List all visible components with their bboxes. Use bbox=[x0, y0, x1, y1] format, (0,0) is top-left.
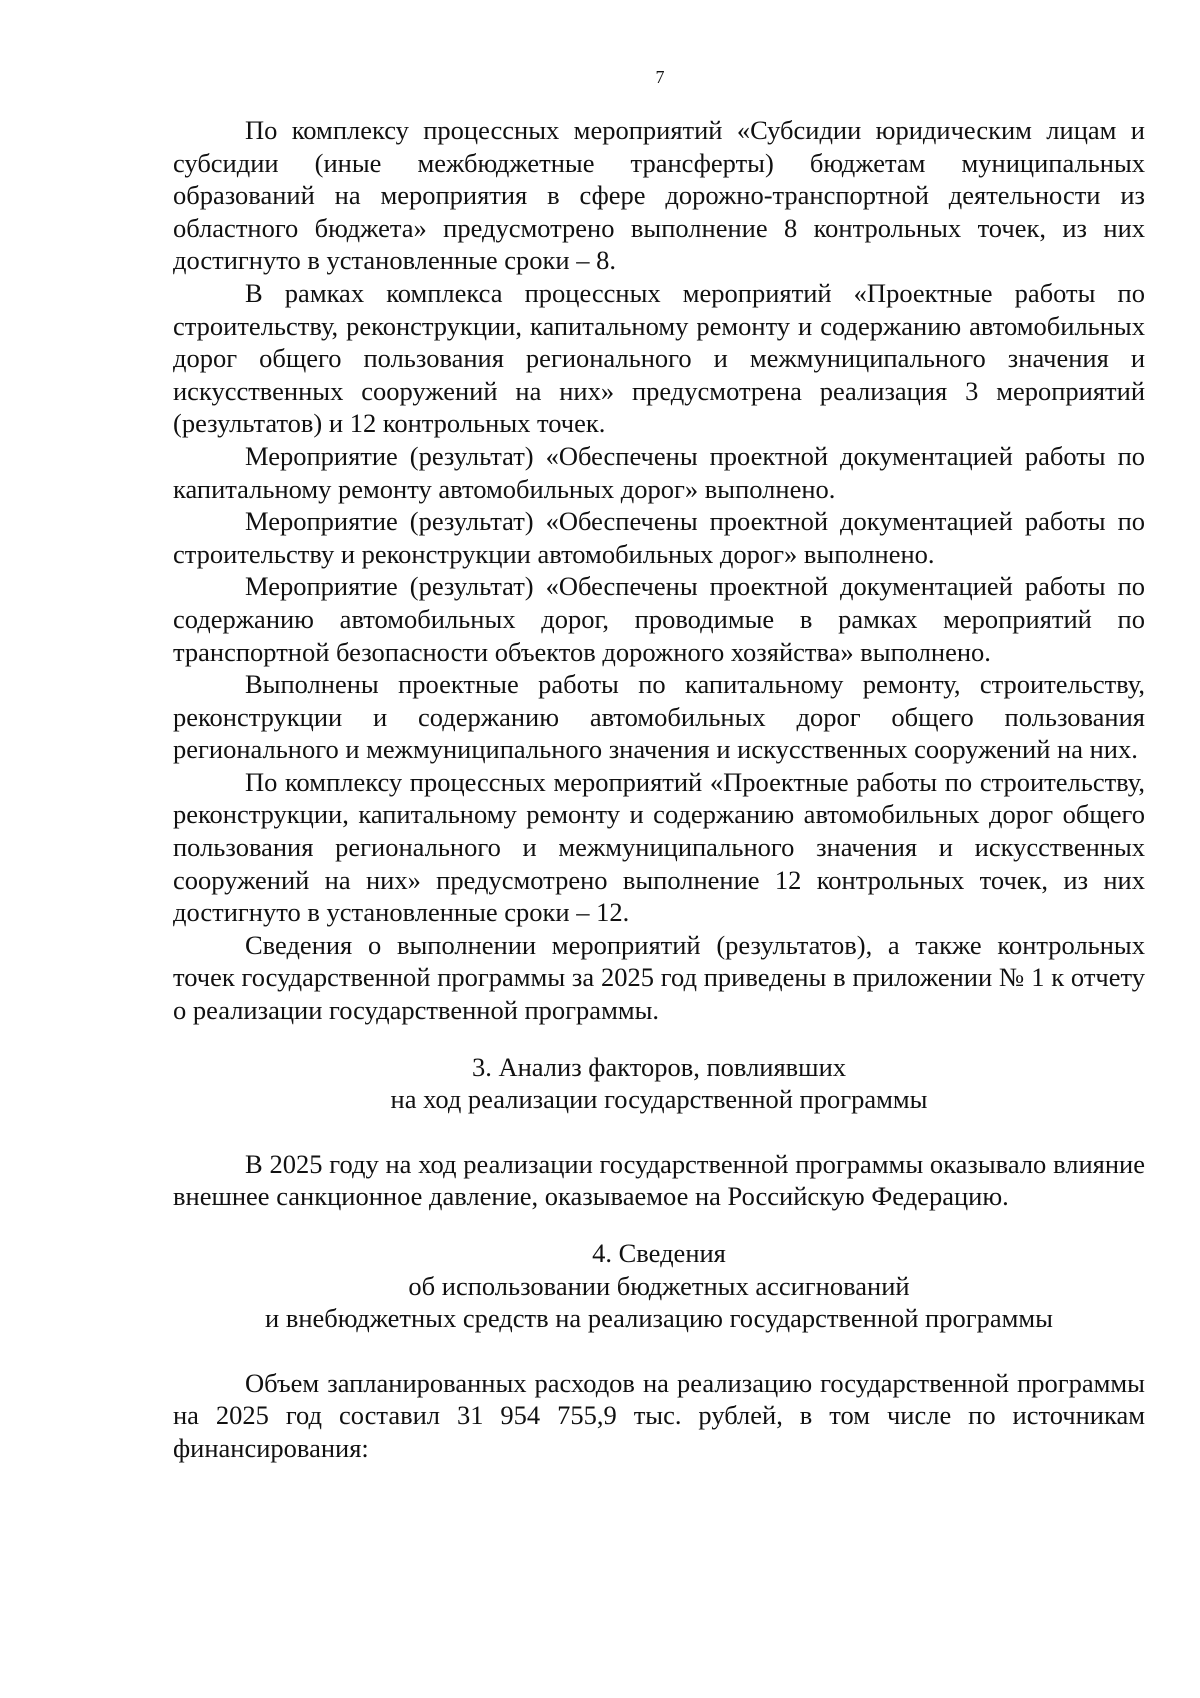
section-3-paragraph: В 2025 году на ход реализации государственной программы оказывало влияние внешнее санкционное давление, оказываемое на Российскую Федерацию. bbox=[173, 1148, 1145, 1212]
paragraph-control-points: По комплексу процессных мероприятий «Проектные работы по строительству, реконструкции, капитальному ремонту и содержанию автомобильных дорог общего пользования регионального и межмуниципального значения и искусственных сооружений на них» предусмотрено выполнение 12 контрольных точек, из них достигнуто в установленные сроки – 12. bbox=[173, 766, 1145, 928]
page-number: 7 bbox=[655, 67, 665, 87]
section-4-paragraph: Объем запланированных расходов на реализацию государственной программы на 2025 год составил 31 954 755,9 тыс. рублей, в том числе по источникам финансирования: bbox=[173, 1367, 1145, 1463]
paragraph-design-works-done: Выполнены проектные работы по капитальному ремонту, строительству, реконструкции и содержанию автомобильных дорог общего пользования регионального и межмуниципального значения и искусственных сооружений на них. bbox=[173, 669, 1145, 765]
paragraph-design-works-scope: В рамках комплекса процессных мероприятий «Проектные работы по строительству, реконструкции, капитальному ремонту и содержанию автомобильных дорог общего пользования регионального и межмуниципального значения и искусственных сооружений на них» предусмотрена реализация 3 мероприятий (результатов) и 12 контрольных точек. bbox=[173, 277, 1145, 439]
section-3-heading-line-2: на ход реализации государственной программы bbox=[390, 1084, 928, 1115]
paragraph-result-capital-repair: Мероприятие (результат) «Обеспечены проектной документацией работы по капитальному ремонту автомобильных дорог» выполнено. bbox=[173, 440, 1145, 504]
paragraph-result-maintenance: Мероприятие (результат) «Обеспечены проектной документацией работы по содержанию автомобильных дорог, проводимые в рамках мероприятий по транспортной безопасности объектов дорожного хозяйства» выполнено. bbox=[173, 571, 1145, 667]
page-content bbox=[173, 114, 1145, 1465]
section-3-heading bbox=[173, 1051, 1145, 1116]
section-4-heading-line-3: и внебюджетных средств на реализацию государственной программы bbox=[265, 1303, 1053, 1334]
paragraph-subsidies: По комплексу процессных мероприятий «Субсидии юридическим лицам и субсидии (иные межбюджетные трансферты) бюджетам муниципальных образований на мероприятия в сфере дорожно-транспортной деятельности из областного бюджета» предусмотрено выполнение 8 контрольных точек, из них достигнуто в установленные сроки – 8. bbox=[173, 115, 1145, 276]
paragraph-result-construction: Мероприятие (результат) «Обеспечены проектной документацией работы по строительству и реконструкции автомобильных дорог» выполнено. bbox=[173, 506, 1145, 569]
section-3-heading-line-1: 3. Анализ факторов, повлиявших bbox=[471, 1051, 847, 1082]
section-4-heading bbox=[173, 1237, 1145, 1335]
paragraph-appendix-reference: Сведения о выполнении мероприятий (результатов), а также контрольных точек государственной программы за 2025 год приведены в приложении № 1 к отчету о реализации государственной программы. bbox=[173, 929, 1145, 1026]
section-4-heading-line-1: 4. Сведения bbox=[592, 1238, 726, 1268]
section-4-heading-line-2: об использовании бюджетных ассигнований bbox=[408, 1270, 910, 1301]
